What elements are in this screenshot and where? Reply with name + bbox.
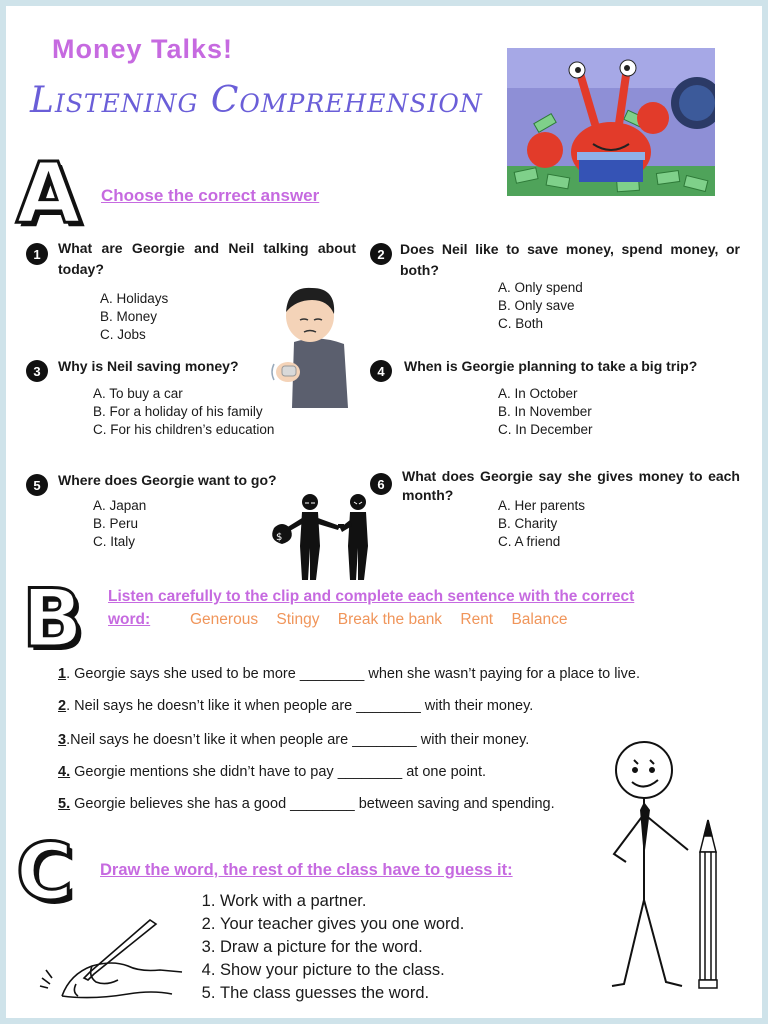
section-a-letter: A (16, 144, 82, 242)
option[interactable]: B. Money (100, 309, 158, 324)
word-bank (190, 611, 581, 629)
word-bank-item: Balance (511, 611, 568, 628)
option[interactable]: C. For his children’s education (93, 422, 275, 437)
option[interactable]: B. Peru (93, 516, 139, 531)
step-item: 4. Show your picture to the class. (220, 959, 464, 982)
option[interactable]: C. In December (498, 422, 593, 437)
worksheet-page (6, 6, 762, 1018)
question-text: When is Georgie planning to take a big trip? (404, 358, 698, 374)
fill-in-sentence: 4. Georgie mentions she didn’t have to pay ________ at one point. (58, 764, 487, 780)
hand-writing-illustration (32, 914, 192, 1006)
section-a-heading: Choose the correct answer (101, 186, 320, 205)
word-bank-item: Rent (460, 611, 494, 628)
step-item: 2. Your teacher gives you one word. (220, 913, 464, 936)
option[interactable]: A. To buy a car (93, 386, 183, 401)
option[interactable]: B. In November (498, 404, 592, 419)
answer-options (93, 497, 146, 551)
word-bank-item: Generous (190, 611, 259, 628)
option[interactable]: C. Italy (93, 534, 136, 549)
answer-options (498, 497, 585, 551)
option[interactable]: A. Her parents (498, 498, 586, 513)
answer-options (498, 279, 583, 333)
worksheet-subtitle: Listening Comprehension (30, 80, 483, 121)
option[interactable]: A. In October (498, 386, 578, 401)
question-text: What are Georgie and Neil talking about today? (58, 240, 356, 277)
crab-money-illustration (507, 48, 715, 196)
svg-text:$: $ (276, 532, 283, 543)
option[interactable]: A. Only spend (498, 280, 583, 295)
fill-in-sentence: 3.Neil says he doesn’t like it when people are ________ with their money. (58, 732, 530, 748)
option[interactable]: B. Only save (498, 298, 575, 313)
money-exchange-illustration (268, 490, 382, 580)
fill-in-sentence: 5. Georgie believes she has a good ________ between saving and spending. (58, 796, 555, 812)
question-text: Why is Neil saving money? (58, 358, 239, 374)
option[interactable]: A. Holidays (100, 291, 169, 306)
question-text: What does Georgie say she gives money to each month? (402, 468, 740, 503)
fill-in-sentence: 2. Neil says he doesn’t like it when people are ________ with their money. (58, 698, 534, 714)
section-c-heading: Draw the word, the rest of the class have to guess it: (100, 861, 513, 879)
option[interactable]: A. Japan (93, 498, 147, 513)
option[interactable]: B. Charity (498, 516, 558, 531)
question-number: 2 (370, 243, 392, 265)
word-bank-item: Stingy (276, 611, 320, 628)
worried-man-illustration (268, 282, 352, 410)
instruction-steps (202, 890, 464, 1005)
option[interactable]: C. A friend (498, 534, 561, 549)
worksheet-title: Money Talks! (52, 34, 234, 64)
section-b-heading: Listen carefully to the clip and complete each sentence with the correct (108, 588, 635, 605)
section-c-letter: C (16, 828, 74, 918)
option[interactable]: C. Jobs (100, 327, 146, 342)
question-number: 4 (370, 360, 392, 382)
answer-options (100, 290, 168, 344)
section-b-letter: B (22, 572, 83, 665)
step-item: 5. The class guesses the word. (220, 982, 464, 1005)
question-number: 6 (370, 473, 392, 495)
fill-in-sentence: 1. Georgie says she used to be more ________ when she wasn’t paying for a place to live. (58, 666, 640, 682)
question-number: 1 (26, 243, 48, 265)
answer-options (93, 385, 274, 439)
step-item: 1. Work with a partner. (220, 890, 464, 913)
question-text: Does Neil like to save money, spend money, or both? (400, 241, 740, 278)
question-number: 3 (26, 360, 48, 382)
option[interactable]: B. For a holiday of his family (93, 404, 263, 419)
option[interactable]: C. Both (498, 316, 544, 331)
question-text: Where does Georgie want to go? (58, 472, 277, 488)
section-b-heading-word: word: (108, 611, 151, 628)
word-bank-item: Break the bank (337, 611, 443, 628)
answer-options (498, 385, 593, 439)
question-number: 5 (26, 474, 48, 496)
stick-figure-pencil-illustration (604, 734, 744, 994)
step-item: 3. Draw a picture for the word. (220, 936, 464, 959)
